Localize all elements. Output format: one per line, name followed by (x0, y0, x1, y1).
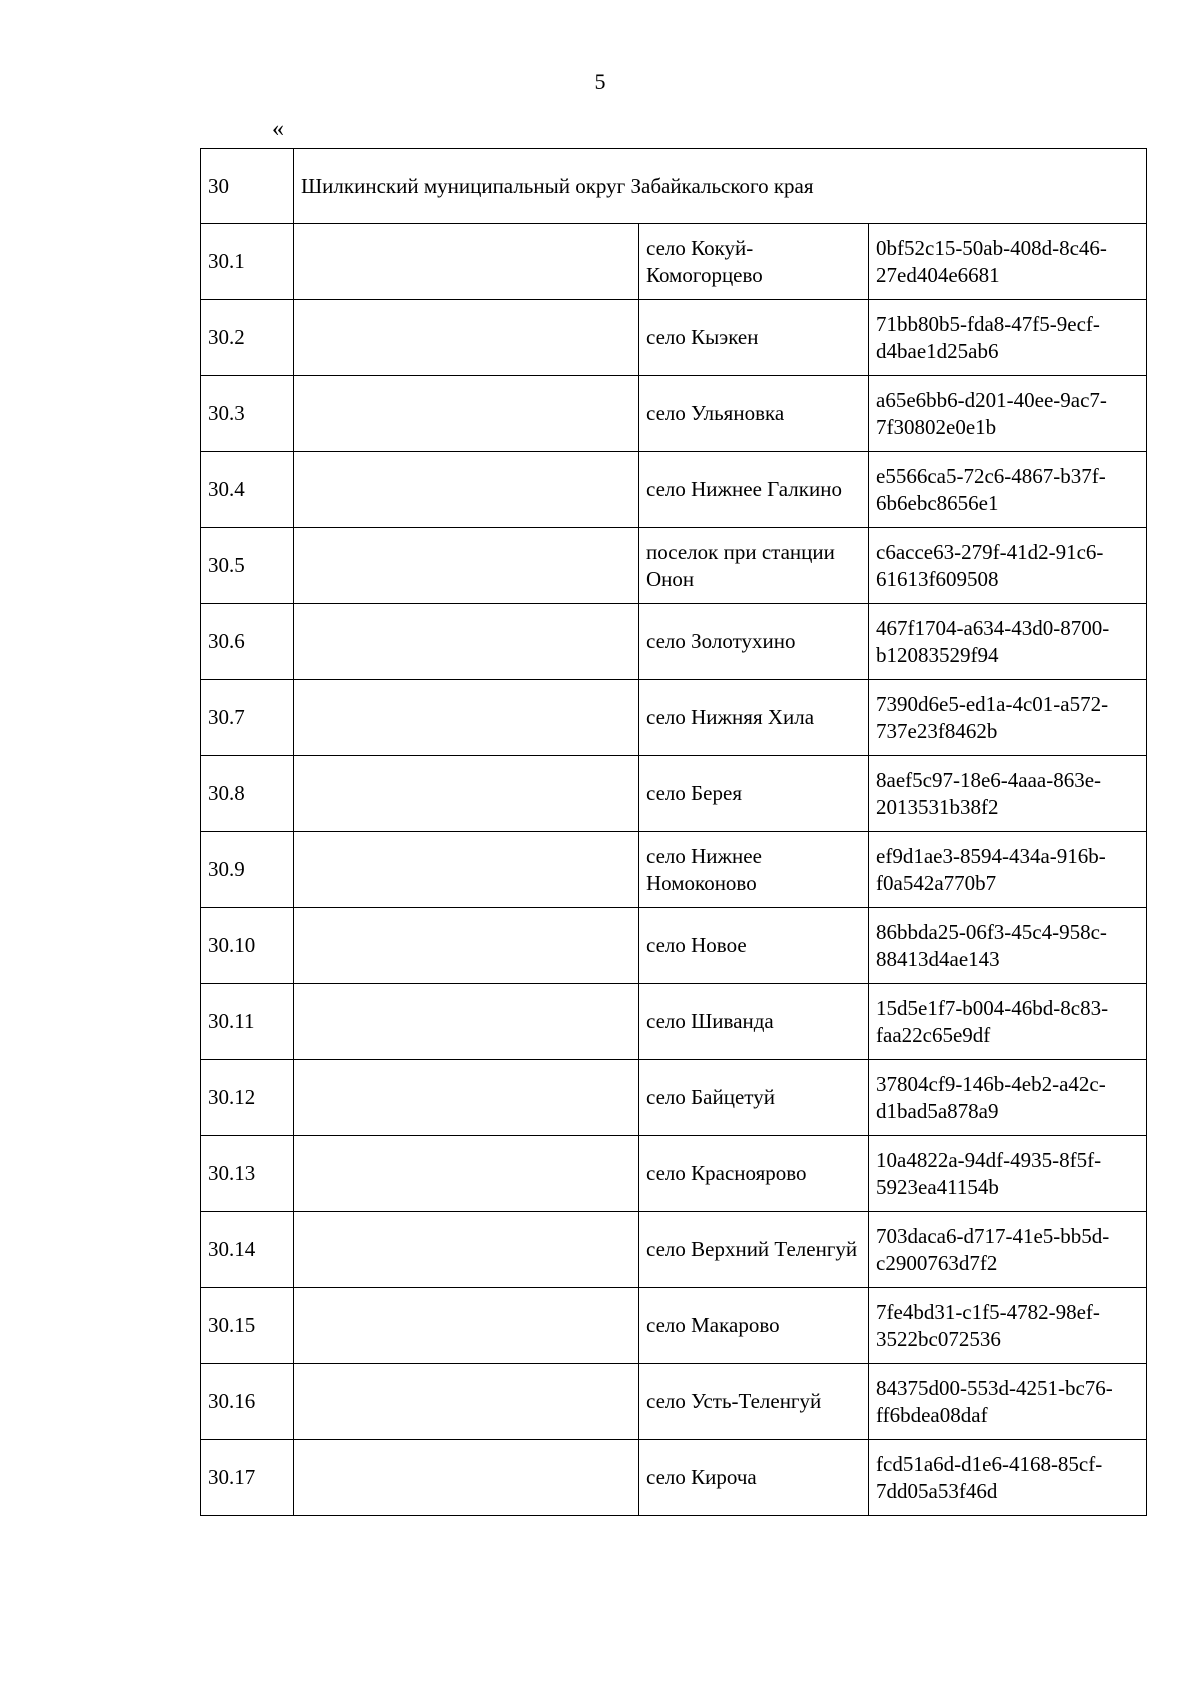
empty-cell (294, 1136, 639, 1212)
row-number: 30.16 (201, 1364, 294, 1440)
table-row (201, 604, 1147, 680)
table-row (201, 984, 1147, 1060)
row-number: 30.3 (201, 376, 294, 452)
table-row (201, 1060, 1147, 1136)
settlement-id: 15d5e1f7-b004-46bd-8c83-faa22c65e9df (869, 984, 1147, 1060)
table-row (201, 756, 1147, 832)
table-row (201, 832, 1147, 908)
settlement-id: 7fe4bd31-c1f5-4782-98ef-3522bc072536 (869, 1288, 1147, 1364)
settlement-name: село Макарово (639, 1288, 869, 1364)
empty-cell (294, 908, 639, 984)
table-row (201, 376, 1147, 452)
table-row (201, 1212, 1147, 1288)
settlement-id: 7390d6e5-ed1a-4c01-a572-737e23f8462b (869, 680, 1147, 756)
settlement-id: c6acce63-279f-41d2-91c6-61613f609508 (869, 528, 1147, 604)
table-row (201, 1440, 1147, 1516)
table-row (201, 528, 1147, 604)
settlement-name: село Нижняя Хила (639, 680, 869, 756)
row-number: 30.17 (201, 1440, 294, 1516)
table-row (201, 1136, 1147, 1212)
settlement-name: село Кокуй-Комогорцево (639, 224, 869, 300)
empty-cell (294, 680, 639, 756)
settlement-name: село Золотухино (639, 604, 869, 680)
row-number: 30.15 (201, 1288, 294, 1364)
empty-cell (294, 832, 639, 908)
settlement-id: 8aef5c97-18e6-4aaa-863e-2013531b38f2 (869, 756, 1147, 832)
settlement-name: село Кыэкен (639, 300, 869, 376)
empty-cell (294, 1212, 639, 1288)
row-number: 30.2 (201, 300, 294, 376)
settlement-name: село Новое (639, 908, 869, 984)
settlement-id: 86bbda25-06f3-45c4-958c-88413d4ae143 (869, 908, 1147, 984)
empty-cell (294, 756, 639, 832)
settlement-id: ef9d1ae3-8594-434a-916b-f0a542a770b7 (869, 832, 1147, 908)
settlement-id: e5566ca5-72c6-4867-b37f-6b6ebc8656e1 (869, 452, 1147, 528)
row-number: 30.8 (201, 756, 294, 832)
settlement-id: 0bf52c15-50ab-408d-8c46-27ed404e6681 (869, 224, 1147, 300)
row-number: 30.11 (201, 984, 294, 1060)
row-number: 30.10 (201, 908, 294, 984)
settlement-name: поселок при станции Онон (639, 528, 869, 604)
empty-cell (294, 1364, 639, 1440)
settlement-name: село Усть-Теленгуй (639, 1364, 869, 1440)
settlement-id: fcd51a6d-d1e6-4168-85cf-7dd05a53f46d (869, 1440, 1147, 1516)
settlement-name: село Ульяновка (639, 376, 869, 452)
settlement-name: село Берея (639, 756, 869, 832)
row-number: 30.12 (201, 1060, 294, 1136)
registry-body (201, 149, 1147, 1516)
settlement-name: село Нижнее Номоконово (639, 832, 869, 908)
settlement-name: село Красноярово (639, 1136, 869, 1212)
empty-cell (294, 1440, 639, 1516)
row-number: 30.6 (201, 604, 294, 680)
empty-cell (294, 604, 639, 680)
settlement-id: 10a4822a-94df-4935-8f5f-5923ea41154b (869, 1136, 1147, 1212)
settlement-id: 467f1704-a634-43d0-8700-b12083529f94 (869, 604, 1147, 680)
district-number: 30 (201, 149, 294, 224)
district-row (201, 149, 1147, 224)
settlement-id: 71bb80b5-fda8-47f5-9ecf-d4bae1d25ab6 (869, 300, 1147, 376)
district-name: Шилкинский муниципальный округ Забайкальского края (294, 149, 1147, 224)
table-row (201, 680, 1147, 756)
table-row (201, 1364, 1147, 1440)
row-number: 30.5 (201, 528, 294, 604)
table-row (201, 452, 1147, 528)
row-number: 30.9 (201, 832, 294, 908)
row-number: 30.1 (201, 224, 294, 300)
opening-quote-mark: « (272, 116, 284, 142)
row-number: 30.4 (201, 452, 294, 528)
settlement-name: село Байцетуй (639, 1060, 869, 1136)
empty-cell (294, 376, 639, 452)
row-number: 30.14 (201, 1212, 294, 1288)
settlement-id: 703daca6-d717-41e5-bb5d-c2900763d7f2 (869, 1212, 1147, 1288)
settlement-name: село Нижнее Галкино (639, 452, 869, 528)
empty-cell (294, 1288, 639, 1364)
empty-cell (294, 452, 639, 528)
settlement-id: 37804cf9-146b-4eb2-a42c-d1bad5a878a9 (869, 1060, 1147, 1136)
empty-cell (294, 1060, 639, 1136)
empty-cell (294, 224, 639, 300)
settlement-name: село Верхний Теленгуй (639, 1212, 869, 1288)
empty-cell (294, 984, 639, 1060)
row-number: 30.7 (201, 680, 294, 756)
empty-cell (294, 300, 639, 376)
table-row (201, 1288, 1147, 1364)
table-row (201, 224, 1147, 300)
table-row (201, 300, 1147, 376)
settlement-id: 84375d00-553d-4251-bc76-ff6bdea08daf (869, 1364, 1147, 1440)
table-row (201, 908, 1147, 984)
row-number: 30.13 (201, 1136, 294, 1212)
settlement-name: село Кироча (639, 1440, 869, 1516)
page-number: 5 (594, 69, 606, 94)
settlement-name: село Шиванда (639, 984, 869, 1060)
settlement-id: a65e6bb6-d201-40ee-9ac7-7f30802e0e1b (869, 376, 1147, 452)
settlement-registry-table (200, 148, 1147, 1516)
empty-cell (294, 528, 639, 604)
